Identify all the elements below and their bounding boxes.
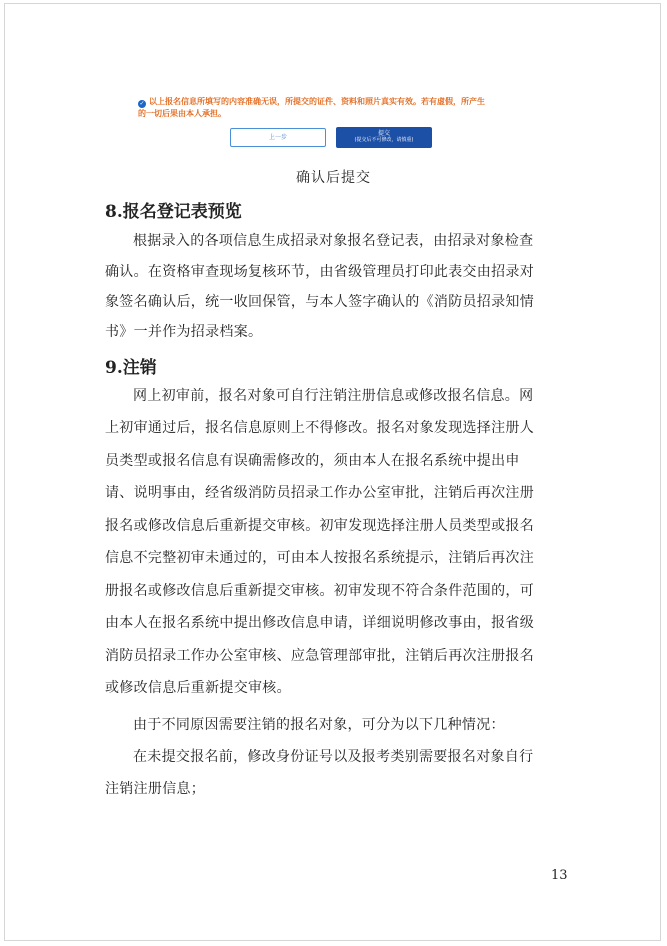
- submit-button-label: 提交: [377, 130, 390, 137]
- section-9-line: 信息不完整初审未通过的，可由本人按报名系统提示，注销后再次注: [105, 550, 534, 566]
- section-9-paragraph-3-line: 注销注册信息；: [105, 781, 206, 797]
- section-8-line: 象签名确认后，统一收回保管，与本人签字确认的《消防员招录知情: [105, 294, 534, 310]
- figure-caption: 确认后提交: [296, 170, 371, 186]
- notice-text-line-2: 的一切后果由本人承担。: [138, 109, 226, 118]
- section-8-line: 书》一并作为招录档案。: [105, 324, 263, 340]
- submit-button[interactable]: [336, 127, 432, 148]
- check-icon: ✓: [139, 100, 145, 107]
- section-9-line: 或修改信息后重新提交审核。: [105, 680, 291, 696]
- section-9-paragraph-2: 由于不同原因需要注销的报名对象，可分为以下几种情况：: [133, 717, 505, 733]
- section-9-line: 由本人在报名系统中提出修改信息申请，详细说明修改事由，报省级: [105, 615, 534, 631]
- section-9-line: 消防员招录工作办公室审核、应急管理部审批，注销后再次注册报名: [105, 648, 534, 664]
- section-9-heading: 9.注销: [105, 358, 157, 378]
- previous-button[interactable]: 上一步: [230, 128, 326, 147]
- section-9-line: 上初审通过后，报名信息原则上不得修改。报名对象发现选择注册人: [105, 420, 534, 436]
- section-9-line: 报名或修改信息后重新提交审核。初审发现选择注册人员类型或报名: [105, 518, 534, 534]
- page-number: 13: [551, 868, 568, 883]
- submit-button-sublabel: (提交后不可修改，请慎重): [354, 137, 414, 143]
- section-8-line: 确认。在资格审查现场复核环节，由省级管理员打印此表交由招录对: [105, 264, 534, 280]
- section-9-paragraph-3-line: 在未提交报名前，修改身份证号以及报考类别需要报名对象自行: [133, 749, 534, 765]
- section-8-heading: 8.报名登记表预览: [105, 202, 242, 222]
- notice-text-line-1: ✓ 以上报名信息所填写的内容准确无误，所提交的证件、资料和照片真实有效。若有虚假，所产生: [139, 97, 485, 107]
- section-9-line: 网上初审前，报名对象可自行注销注册信息或修改报名信息。网: [133, 388, 534, 404]
- section-8-line: 根据录入的各项信息生成招录对象报名登记表，由招录对象检查: [133, 233, 534, 249]
- section-9-line: 员类型或报名信息有误确需修改的，须由本人在报名系统中提出申: [105, 453, 520, 469]
- section-9-line: 册报名或修改信息后重新提交审核。初审发现不符合条件范围的，可: [105, 583, 534, 599]
- embedded-screenshot: [138, 94, 538, 156]
- section-9-line: 请、说明事由，经省级消防员招录工作办公室审批，注销后再次注册: [105, 485, 534, 501]
